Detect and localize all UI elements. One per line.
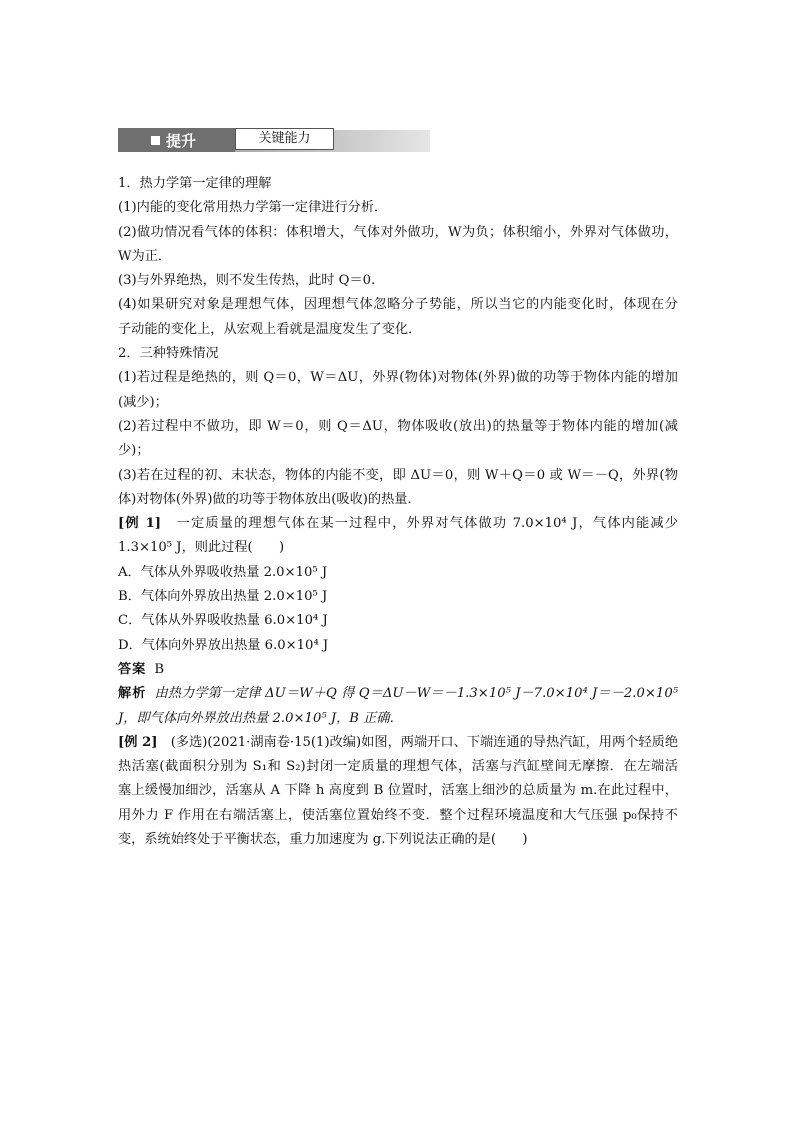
option-d: D．气体向外界放出热量 6.0×10⁴ J (118, 637, 329, 653)
answer-value: B (154, 661, 165, 677)
option-a: A．气体从外界吸收热量 2.0×10⁵ J (118, 564, 328, 580)
analysis-text: 由热力学第一定律 ΔU＝W＋Q 得 Q＝ΔU－W＝－1.3×10⁵ J－7.0×10⁴ J＝－2.0×10⁵ (154, 686, 678, 702)
example2-label: [例 2] (118, 734, 158, 750)
section2-item: (2)若过程中不做功，即 W＝0，则 Q＝ΔU，物体吸收(放出)的热量等于物体内能的增加(减 (118, 418, 678, 434)
example1-question-text: 一定质量的理想气体在某一过程中，外界对气体做功 7.0×10⁴ J，气体内能减少 (176, 516, 679, 532)
banner-title: 提升 (166, 132, 197, 150)
example2-line: 变，系统始终处于平衡状态，重力加速度为 g.下列说法正确的是( ) (118, 832, 528, 848)
example2-line: 塞上缓慢加细沙，活塞从 A 下降 h 高度到 B 位置时，活塞上细沙的总质量为 m.在此过程中， (118, 783, 678, 799)
option-b: B．气体向外界放出热量 2.0×10⁵ J (118, 589, 328, 605)
square-bullet-icon (151, 136, 160, 145)
answer-row (118, 658, 678, 682)
analysis-row (118, 682, 678, 706)
section2-item: (减少)； (118, 394, 168, 410)
section1-item: (1)内能的变化常用热力学第一定律进行分析． (118, 200, 388, 216)
section1-item: (2)做功情况看气体的体积：体积增大，气体对外做功，W为负；体积缩小，外界对气体做功， (118, 224, 678, 240)
analysis-text-cont: J，即气体向外界放出热量 2.0×10⁵ J，B 正确． (118, 710, 403, 726)
example1-question (118, 512, 678, 536)
document-body (118, 172, 678, 852)
section2-item: 少)； (118, 443, 150, 459)
section2-item: (3)若在过程的初、末状态，物体的内能不变，即 ΔU＝0，则 W＋Q＝0 或 W＝－Q，外界(物 (118, 467, 678, 483)
section1-heading: 1．热力学第一定律的理解 (118, 176, 272, 191)
section2-item: (1)若过程是绝热的，则 Q＝0，W＝ΔU，外界(物体)对物体(外界)做的功等于物体内能的增加 (118, 370, 678, 386)
answer-label: 答案 (118, 661, 147, 677)
section1-item: 子动能的变化上，从宏观上看就是温度发生了变化． (118, 321, 422, 337)
section-banner (118, 124, 430, 154)
section1-item: W为正． (118, 248, 172, 264)
example1-label: [例 1] (118, 516, 161, 532)
example2-line: 热活塞(截面积分别为 S₁和 S₂)封闭一定质量的理想气体，活塞与汽缸壁间无摩擦．在左端活 (118, 759, 678, 775)
example2-line (118, 731, 678, 755)
section1-item: (3)与外界绝热，则不发生传热，此时 Q＝0. (118, 273, 376, 289)
section2-heading: 2．三种特殊情况 (118, 346, 219, 362)
section1-item: (4)如果研究对象是理想气体，因理想气体忽略分子势能，所以当它的内能变化时，体现在分 (118, 297, 678, 313)
banner-subtitle: 关键能力 (235, 128, 334, 150)
option-c: C．气体从外界吸收热量 6.0×10⁴ J (118, 613, 328, 629)
example1-question-cont: 1.3×10⁵ J，则此过程( ) (118, 540, 285, 556)
example2-text: (多选)(2021·湖南卷·15(1)改编)如图，两端开口、下端连通的导热汽缸，用两个轻质绝 (170, 734, 679, 750)
example2-line: 用外力 F 作用在右端活塞上，使活塞位置始终不变．整个过程环境温度和大气压强 p₀保持不 (118, 807, 678, 823)
analysis-label: 解析 (118, 686, 147, 702)
section2-item: 体)对物体(外界)做的功等于物体放出(吸收)的热量． (118, 491, 421, 507)
